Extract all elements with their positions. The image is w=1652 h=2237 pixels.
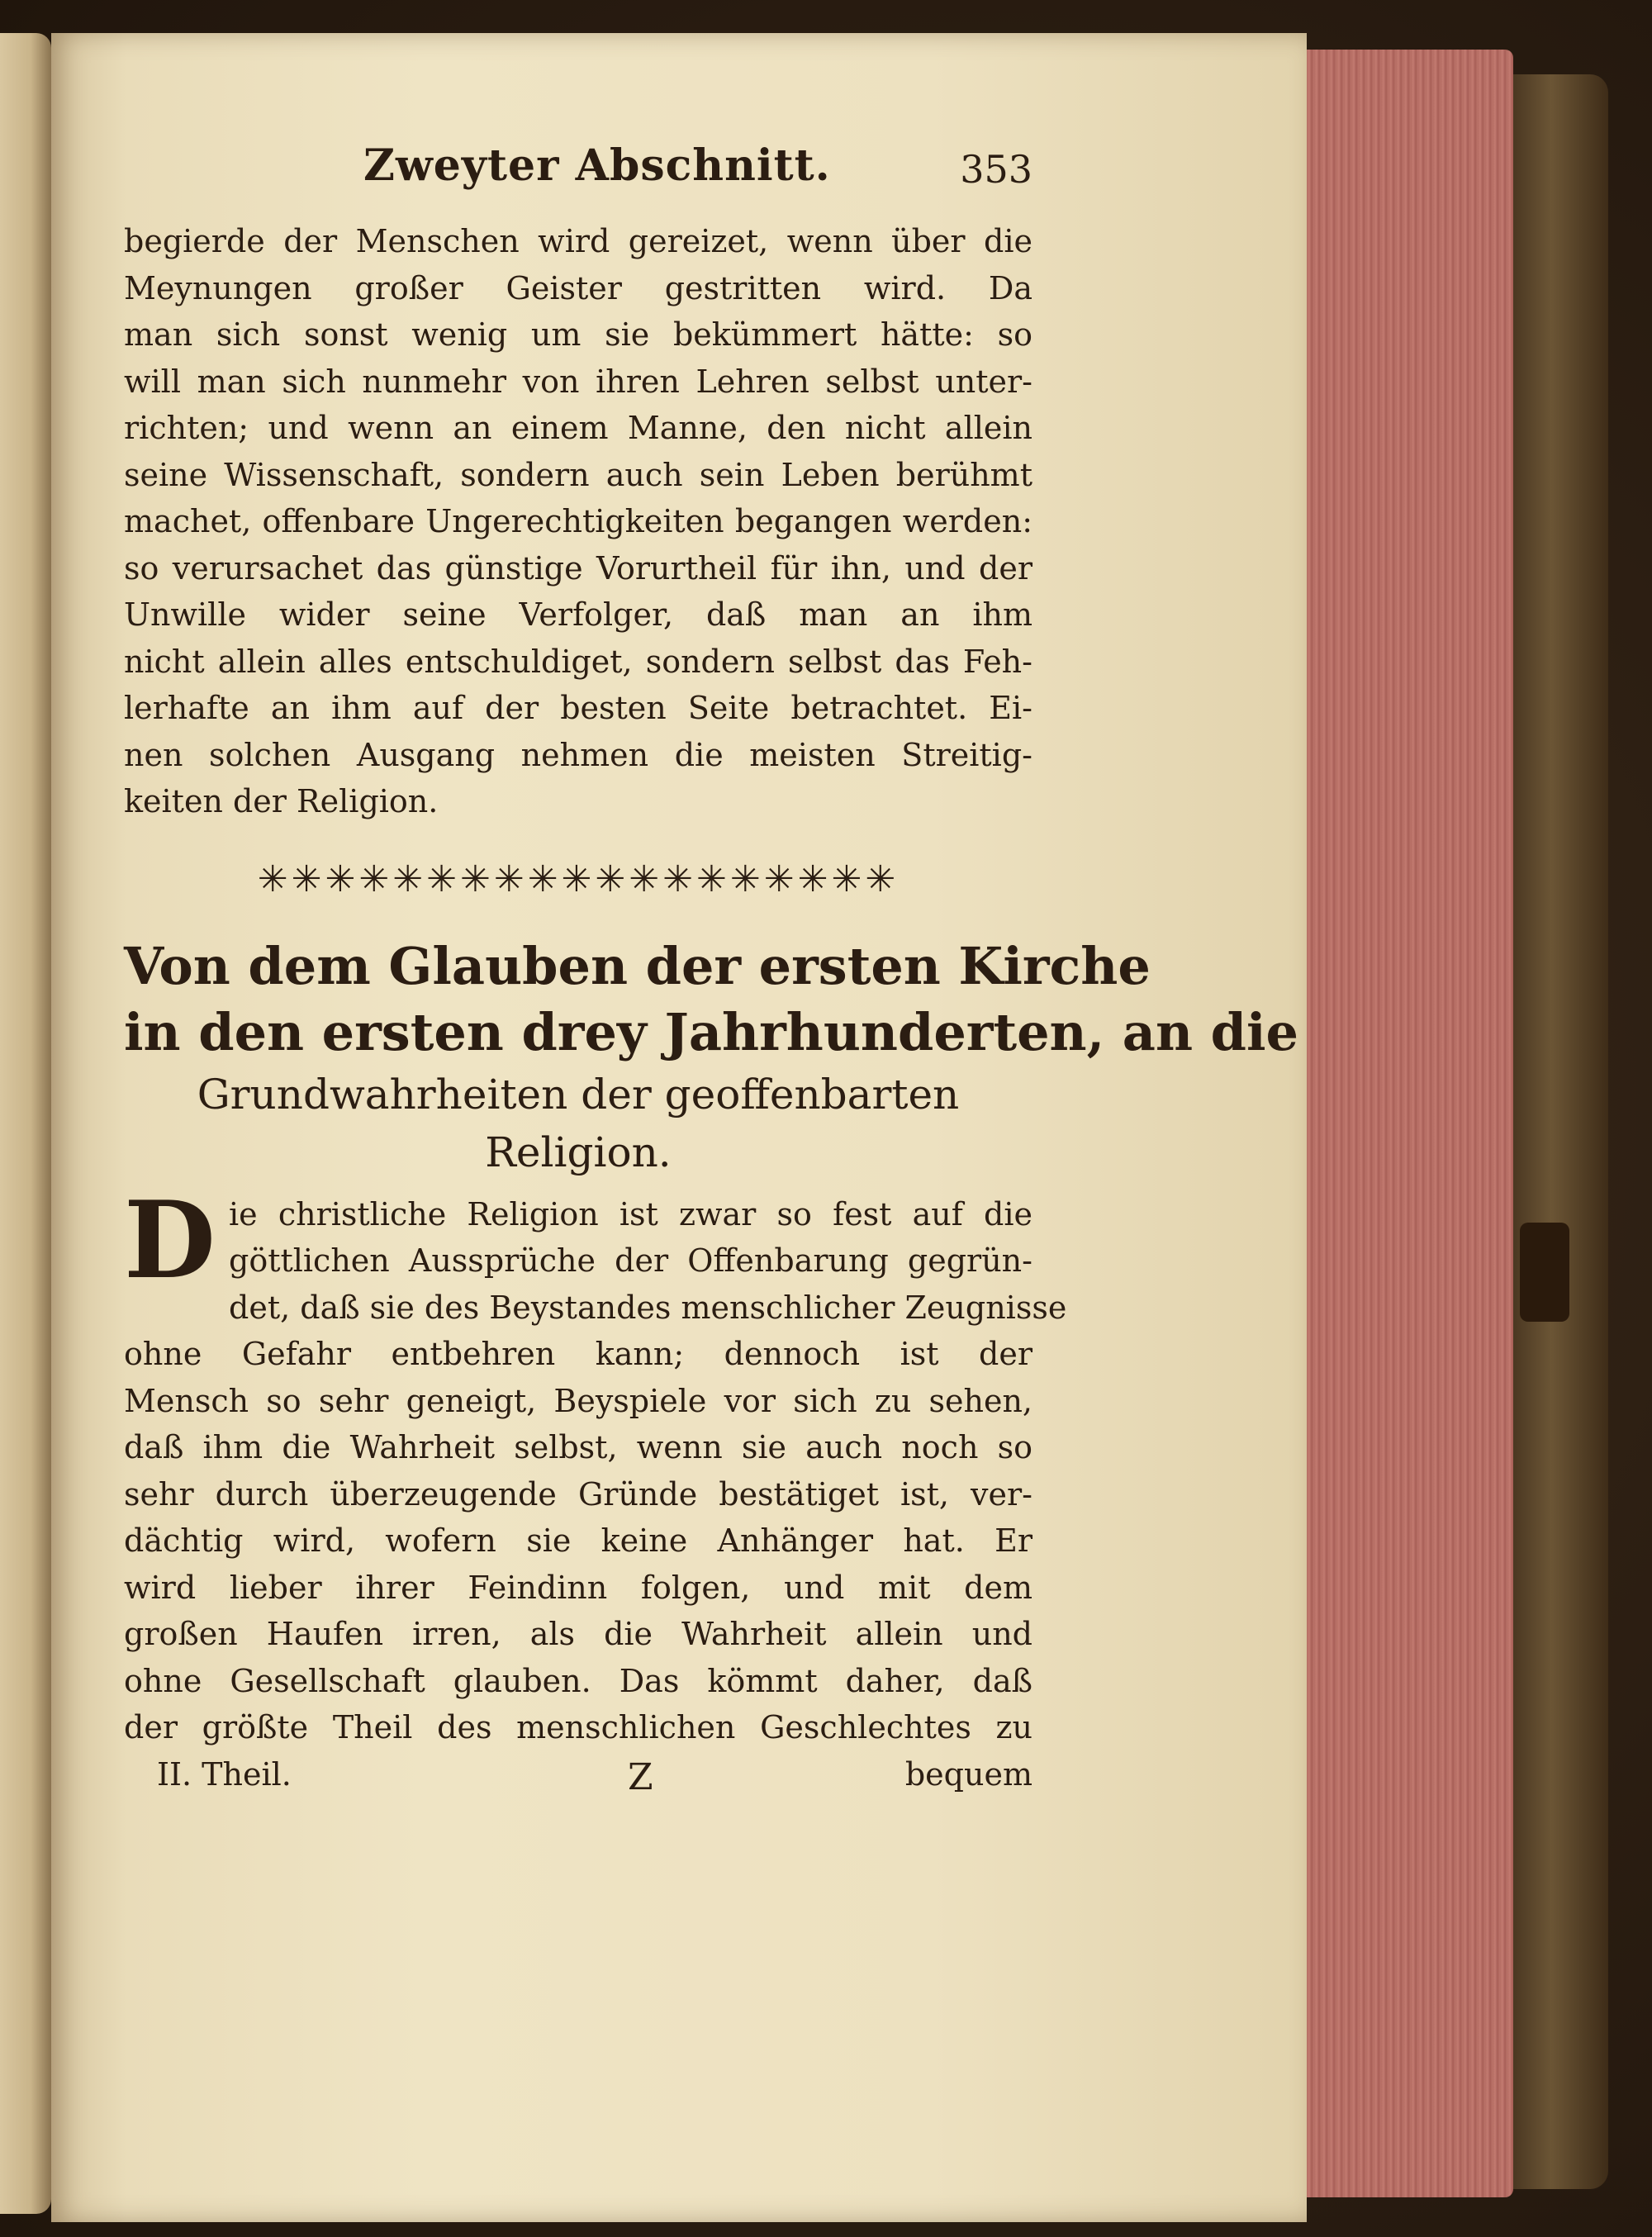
text-line: so verursachet das günstige Vorurtheil für ihn, und der [124,549,1032,587]
text-line: det, daß sie des Beystandes menschlicher Zeugnisse [229,1289,1067,1326]
book-cover-board [1513,74,1608,2189]
text-line: ohne Gefahr entbehren kann; dennoch ist der [124,1336,1032,1372]
text-line: begierde der Menschen wird gereizet, wenn über die [124,223,1032,259]
heading-line: Religion. [485,1128,672,1176]
text-line: lerhafte an ihm auf der besten Seite betrachtet. Ei- [124,690,1032,726]
running-head [124,140,1032,207]
section-heading [124,933,1298,1181]
heading-line: in den ersten drey Jahrhunderten, an die [124,1001,1298,1062]
text-line: göttlichen Aussprüche der Offenbarung gegrün- [229,1242,1032,1279]
catchword: bequem [904,1755,1032,1793]
asterisk-separator: ✳✳✳✳✳✳✳✳✳✳✳✳✳✳✳✳✳✳✳ [257,857,900,900]
text-line: daß ihm die Wahrheit selbst, wenn sie auch noch so [124,1429,1032,1465]
paragraph-2 [124,1178,1067,1751]
text-line: man sich sonst wenig um sie bekümmert hätte: so [124,316,1032,353]
page-number: 353 [960,147,1032,192]
left-page-edge [0,33,51,2214]
text-line: ie christliche Religion ist zwar so fest auf die [229,1195,1032,1232]
text-line: richten; und wenn an einem Manne, den nicht allein [124,410,1032,446]
running-title: Zweyter Abschnitt. [363,140,831,191]
heading-line: Grundwahrheiten der geoffenbarten [197,1070,960,1118]
text-line: nen solchen Ausgang nehmen die meisten Streitig- [124,736,1032,773]
text-line: Meynungen großer Geister gestritten wird. Da [124,269,1032,306]
text-line: will man sich nunmehr von ihren Lehren selbst unter- [124,363,1032,400]
signature-mark: Z [628,1755,653,1798]
heading-line: Von dem Glauben der ersten Kirche [124,935,1151,996]
text-line: Unwille wider seine Verfolger, daß man an ihm [124,596,1032,633]
text-line: seine Wissenschaft, sondern auch sein Leben berühmt [124,456,1032,493]
text-line: wird lieber ihrer Feindinn folgen, und mit dem [124,1569,1032,1606]
text-block [124,140,1298,1806]
text-line: der größte Theil des menschlichen Geschlechtes zu [124,1709,1032,1745]
text-line: nicht allein alles entschuldiget, sondern selbst das Feh- [124,643,1032,680]
text-line: ohne Gesellschaft glauben. Das kömmt daher, daß [124,1662,1032,1699]
volume-signature: II. Theil. [157,1755,292,1793]
text-line: dächtig wird, wofern sie keine Anhänger hat. Er [124,1522,1032,1559]
red-page-edges [1307,50,1513,2197]
text-line: machet, offenbare Ungerechtigkeiten begangen werden: [124,503,1032,539]
text-line: keiten der Religion. [124,783,439,819]
cover-clasp [1520,1223,1569,1322]
text-line: großen Haufen irren, als die Wahrheit allein und [124,1616,1032,1652]
drop-capital: D [124,1178,216,1303]
page-footer [124,1756,1032,1806]
text-line: sehr durch überzeugende Gründe bestätiget ist, ver- [124,1475,1032,1513]
paragraph-1 [124,218,1032,825]
text-line: Mensch so sehr geneigt, Beyspiele vor sich zu sehen, [124,1382,1032,1419]
